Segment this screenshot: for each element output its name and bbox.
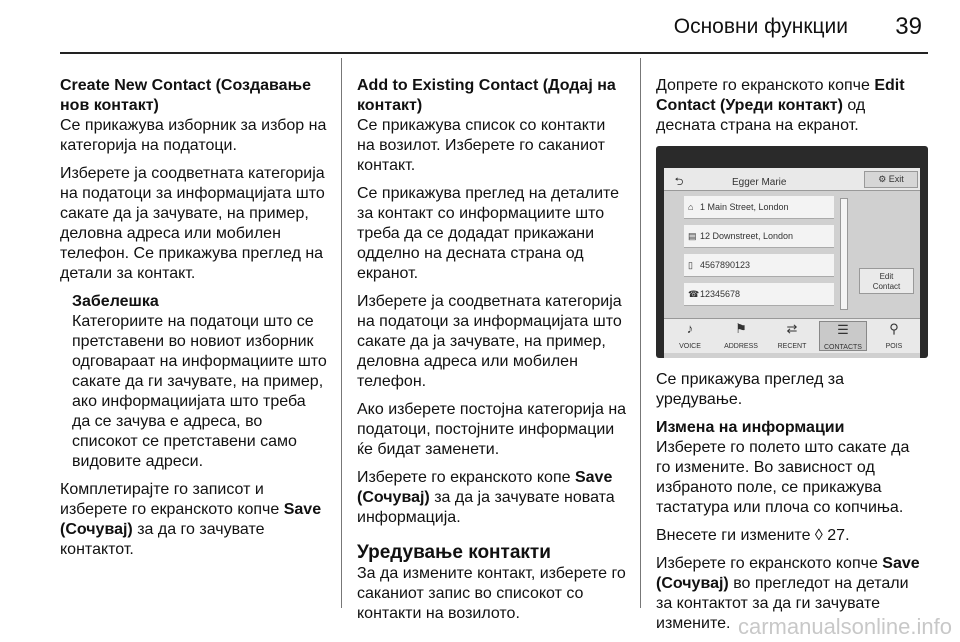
paragraph (357, 468, 627, 528)
list-item-text: 1 Main Street, London (700, 202, 789, 212)
nav-label: RECENT (777, 343, 807, 350)
save-button-ref: Save (Сочувај) (60, 501, 322, 538)
office-icon: ▤ (688, 231, 697, 241)
text: Изберете го екранското копе (357, 469, 575, 486)
text: за да ја зачувате новата информација. (357, 489, 615, 526)
page-reference[interactable]: ◊ 27. (814, 527, 850, 544)
exit-button[interactable]: ⚙ Exit (864, 171, 918, 188)
section-heading: Add to Existing Contact (Додај на контакт) (357, 77, 616, 114)
note-block (72, 292, 328, 472)
paragraph: За да измените контакт, изберете го саканиот запис во списокот со контакти на возилото. (357, 565, 626, 622)
edit-label: Edit (879, 272, 894, 281)
header-rule (60, 52, 928, 54)
phone-icon: ▯ (688, 260, 693, 270)
list-item-text: 12 Downstreet, London (700, 231, 794, 241)
note-title: Забелешка (72, 293, 159, 310)
list-item[interactable] (684, 254, 834, 277)
paragraph: Ако изберете постојна категорија на податоци, постојните информации ќе бидат заменети. (357, 401, 627, 458)
contacts-icon: ☰ (837, 322, 849, 337)
paragraph: Се прикажува преглед на деталите за контакт со информациите што треба да се додадат прикажани одделно на десната страна од екранот. (357, 185, 620, 282)
text: од десната страна на екранот. (656, 97, 866, 134)
home-phone-icon: ☎ (688, 289, 700, 299)
microphone-icon: ♪ (686, 321, 694, 336)
scrollbar[interactable] (840, 198, 848, 310)
text: Допрете го екранското копче (656, 77, 875, 94)
contact-label: Contact (872, 282, 901, 291)
paragraph: Се прикажува изборник за избор на категорија на податоци. (60, 117, 327, 154)
nav-label: POIS (885, 343, 903, 350)
nav-recent[interactable] (768, 321, 816, 351)
paragraph (60, 480, 328, 560)
nav-contacts[interactable] (819, 321, 867, 351)
contact-screen-image (656, 146, 928, 358)
nav-address[interactable] (717, 321, 765, 351)
watermark: carmanualsonline.info (737, 614, 952, 639)
header-title: Основни функции (673, 15, 848, 38)
note-text: Категориите на податоци што се претставени во новиот изборник одговараат на информациите што сакате да ги зачувате, на пример, ако информациијата што треба да се зачува е адреса, во списокот се претставени само видовите адреси. (72, 313, 327, 470)
section-heading: Create New Contact (Создавање нов контакт) (60, 77, 311, 114)
list-item[interactable] (684, 196, 834, 219)
recent-icon: ⇄ (786, 321, 798, 336)
page-header (0, 0, 960, 50)
save-button-ref: Save (Сочувај) (656, 555, 920, 592)
nav-label: CONTACTS (824, 344, 862, 351)
screen-title-bar (664, 168, 920, 191)
column-2 (357, 76, 627, 632)
poi-pin-icon: ⚲ (889, 321, 899, 336)
edit-contact-button[interactable] (859, 268, 914, 294)
page-number: 39 (895, 13, 922, 40)
flag-icon: ⚑ (735, 321, 747, 336)
column-1 (60, 76, 328, 568)
paragraph: Се прикажува преглед за уредување. (656, 371, 845, 408)
column-divider (341, 58, 342, 608)
column-3 (656, 76, 928, 642)
contact-name: Egger Marie (732, 177, 787, 188)
section-title: Уредување контакти (357, 542, 551, 563)
nav-pois[interactable] (870, 321, 918, 351)
list-item-text: 12345678 (700, 289, 741, 299)
edit-contact-ref: Edit Contact (Уреди контакт) (656, 77, 905, 114)
paragraph: Изберете ја соодветната категорија на податоци за информацијата што сакате да ја зачувате, на пример, деловна адреса или мобилен телефон. (357, 293, 622, 390)
back-arrow-icon[interactable]: ⮌ (674, 176, 684, 188)
paragraph (656, 526, 928, 546)
nav-label: VOICE (679, 343, 701, 350)
text: Комплетирајте го записот и изберете го екранското копче (60, 481, 284, 518)
nav-label: ADDRESS (724, 343, 758, 350)
paragraph: Изберете го полето што сакате да го измените. Во зависност од избраното поле, се прикажува тастатура или плоча со копчиња. (656, 439, 910, 516)
text: Изберете го екранското копче (656, 555, 883, 572)
list-item[interactable] (684, 283, 834, 306)
contact-detail-list (684, 196, 834, 312)
paragraph: Се прикажува список со контакти на возилот. Изберете го саканиот контакт. (357, 117, 606, 174)
list-item-text: 4567890123 (700, 260, 751, 270)
text: за да го зачувате контактот. (60, 521, 265, 558)
text: во прегледот на детали за контактот за да ги зачувате измените. (656, 575, 909, 632)
list-item[interactable] (684, 225, 834, 248)
section-heading: Измена на информации (656, 419, 845, 436)
bottom-nav-bar (664, 318, 920, 353)
save-button-ref: Save (Сочувај) (357, 469, 613, 506)
paragraph: Изберете ја соодветната категорија на податоци за информацијата што сакате да ја зачувате, на пример, деловна адреса или мобилен телефон. Се прикажува преглед на детали за контакт. (60, 165, 325, 282)
exit-label: Exit (888, 174, 904, 184)
nav-voice[interactable] (666, 321, 714, 351)
screen-display (664, 168, 920, 358)
text: Внесете ги измените (656, 527, 815, 544)
column-divider (640, 58, 641, 608)
paragraph (656, 76, 928, 136)
home-icon: ⌂ (688, 202, 694, 212)
